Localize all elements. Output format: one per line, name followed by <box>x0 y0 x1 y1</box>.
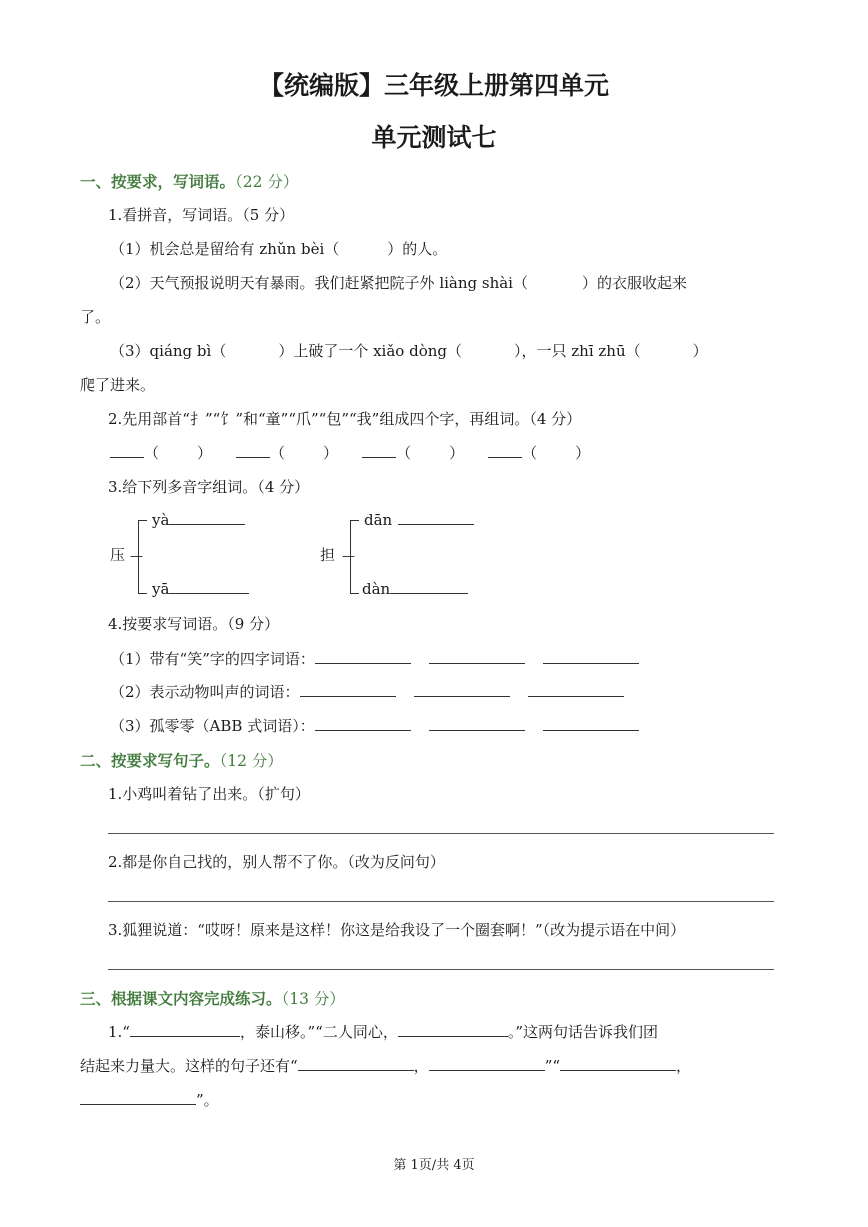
poly2-char: 担 <box>320 546 336 564</box>
q1-1c-3: ），一只 zhī zhū（ <box>514 342 641 360</box>
word-blank[interactable] <box>298 1069 414 1071</box>
section-1-points: （22 分） <box>235 173 299 191</box>
q1-2-answer-row <box>110 442 590 463</box>
poly1-r1: yà <box>152 511 170 529</box>
word-blank[interactable] <box>528 695 624 697</box>
word-blank[interactable] <box>398 523 474 525</box>
q3-1-line2 <box>80 1055 691 1076</box>
char-blank[interactable] <box>110 456 144 458</box>
char-blank[interactable] <box>488 456 522 458</box>
word-blank[interactable] <box>130 1035 240 1037</box>
char-blank[interactable] <box>236 456 270 458</box>
paren-close: ） <box>197 444 213 462</box>
paren-open: （ <box>144 444 160 462</box>
word-blank[interactable] <box>429 662 525 664</box>
q1-4b <box>110 681 624 702</box>
poly1-reading-2 <box>152 580 249 598</box>
q1-1-prompt: 1.看拼音，写词语。（5 分） <box>108 206 295 224</box>
word-blank[interactable] <box>315 662 411 664</box>
q2-3-prompt: 3.狐狸说道：“哎呀！原来是这样！你这是给我设了一个圈套啊！”（改为提示语在中间） <box>108 921 686 939</box>
answer-line[interactable] <box>108 833 774 834</box>
q1-4c <box>110 715 639 736</box>
q3-1-line1 <box>108 1021 658 1042</box>
word-blank[interactable] <box>560 1069 676 1071</box>
poly1-r2: yā <box>152 580 170 598</box>
paren-open: （ <box>396 444 412 462</box>
section-3-heading <box>80 987 345 1009</box>
section-2-points: （12 分） <box>219 752 283 770</box>
q3-1a: 1.“ <box>108 1023 130 1041</box>
q2-1-prompt: 1.小鸡叫着钻了出来。（扩句） <box>108 785 310 803</box>
section-2-label: 二、按要求写句子。 <box>80 752 220 770</box>
q1-4a <box>110 648 639 669</box>
page-title: 【统编版】三年级上册第四单元 <box>258 71 609 100</box>
q3-1d: 结起来力量大。这样的句子还有“ <box>80 1057 298 1075</box>
q2-2-prompt: 2.都是你自己找的，别人帮不了你。（改为反问句） <box>108 853 445 871</box>
brace-tip: — <box>130 549 143 564</box>
section-1-label: 一、按要求，写词语。 <box>80 173 236 191</box>
q1-1c-cont: 爬了进来。 <box>80 376 156 394</box>
section-2-heading <box>80 749 283 771</box>
answer-line[interactable] <box>108 901 774 902</box>
q3-1c: 。”这两句话告诉我们团 <box>507 1023 658 1041</box>
q1-1c-2: ）上破了一个 xiǎo dòng（ <box>278 342 462 360</box>
paren-close: ） <box>323 444 339 462</box>
word-blank[interactable] <box>429 729 525 731</box>
q1-2-prompt: 2.先用部首“扌”“饣”和“童”“爪”“包”“我”组成四个字，再组词。（4 分） <box>108 410 582 428</box>
word-blank[interactable] <box>169 523 245 525</box>
q1-4b-label: （2）表示动物叫声的词语： <box>110 683 300 701</box>
word-blank[interactable] <box>390 592 468 594</box>
q1-4-prompt: 4.按要求写词语。（9 分） <box>108 615 280 633</box>
q3-1b: ，泰山移。”“二人同心， <box>239 1023 398 1041</box>
q1-1a-post: ）的人。 <box>387 240 448 258</box>
q3-1e: ， <box>413 1057 429 1075</box>
q1-1a-pre: （1）机会总是留给有 zhǔn bèi（ <box>110 240 340 258</box>
q1-1c-4: ） <box>692 342 708 360</box>
page-footer: 第 1页/共 4页 <box>393 1158 475 1173</box>
paren-open: （ <box>522 444 538 462</box>
word-blank[interactable] <box>398 1035 508 1037</box>
page-subtitle: 单元测试七 <box>371 123 497 152</box>
q1-1b-pre: （2）天气预报说明天有暴雨。我们赶紧把院子外 liàng shài（ <box>110 274 528 292</box>
q3-1h: ”。 <box>196 1091 219 1109</box>
word-blank[interactable] <box>543 729 639 731</box>
q1-1b-cont: 了。 <box>80 308 111 326</box>
poly2-r1: dān <box>364 511 393 529</box>
word-blank[interactable] <box>315 729 411 731</box>
paren-open: （ <box>270 444 286 462</box>
section-1-heading <box>80 170 298 192</box>
q3-1g: ， <box>676 1057 692 1075</box>
q3-1f: ”“ <box>544 1057 561 1075</box>
brace-tip: — <box>342 549 355 564</box>
word-blank[interactable] <box>169 592 249 594</box>
section-3-label: 三、根据课文内容完成练习。 <box>80 990 282 1008</box>
q1-1c <box>110 340 708 361</box>
answer-line[interactable] <box>108 969 774 970</box>
q1-1a <box>110 238 447 259</box>
poly2-r2: dàn <box>362 580 391 598</box>
word-blank[interactable] <box>543 662 639 664</box>
q1-4c-label: （3）孤零零（ABB 式词语）： <box>110 717 315 735</box>
q1-4a-label: （1）带有“笑”字的四字词语： <box>110 650 315 668</box>
paren-close: ） <box>575 444 591 462</box>
section-3-points: （13 分） <box>281 990 345 1008</box>
q3-1-line3 <box>80 1089 219 1110</box>
q1-1b-post: ）的衣服收起来 <box>581 274 687 292</box>
q1-1c-1: （3）qiáng bì（ <box>110 342 227 360</box>
poly1-reading-1 <box>152 511 245 529</box>
word-blank[interactable] <box>414 695 510 697</box>
paren-close: ） <box>449 444 465 462</box>
q1-3-prompt: 3.给下列多音字组词。（4 分） <box>108 478 310 496</box>
poly1-char: 压 <box>110 546 126 564</box>
char-blank[interactable] <box>362 456 396 458</box>
poly2-reading-2 <box>362 580 468 598</box>
word-blank[interactable] <box>300 695 396 697</box>
poly2-reading-1 <box>364 511 474 529</box>
word-blank[interactable] <box>429 1069 545 1071</box>
word-blank[interactable] <box>80 1103 196 1105</box>
q1-1b <box>110 272 687 293</box>
